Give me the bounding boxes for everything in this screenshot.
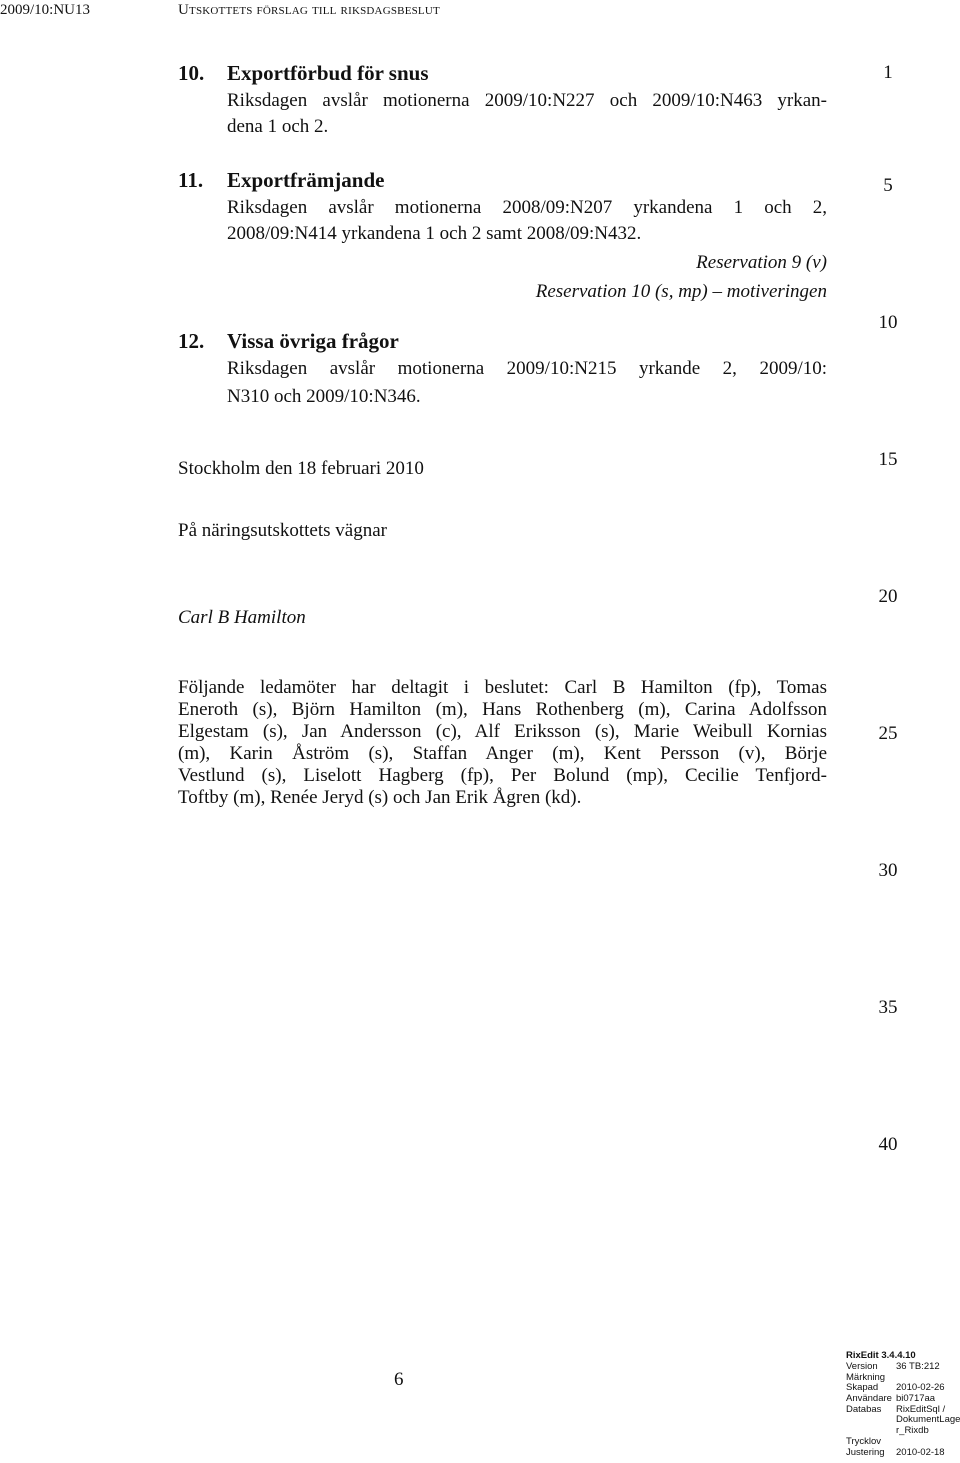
rixedit-metadata (846, 1351, 958, 1458)
metadata-row: r_Rixdb (896, 1425, 929, 1437)
participants-paragraph (178, 677, 827, 809)
metadata-row: Justering 2010-02-18 (846, 1446, 945, 1458)
line-number: 5 (883, 175, 893, 196)
section-11-text-line-1: Riksdagen avslår motionerna 2008/09:N207 yrkandena 1 och 2, (227, 197, 827, 218)
section-12-text-line-2: N310 och 2009/10:N346. (227, 386, 421, 407)
participants-line: Vestlund (s), Liselott Hagberg (fp), Per Bolund (mp), Cecilie Tenfjord- (178, 765, 827, 786)
line-number: 20 (878, 586, 898, 607)
section-11-number: 11. (178, 168, 204, 192)
line-number: 30 (878, 860, 898, 881)
participants-line: Eneroth (s), Björn Hamilton (m), Hans Rothenberg (m), Carina Adolfsson (178, 699, 827, 720)
metadata-row: Version 36 TB:212 (846, 1361, 940, 1372)
reservation-9: Reservation 9 (v) (696, 252, 827, 273)
section-10-text-line-2: dena 1 och 2. (227, 116, 329, 137)
section-11-text-line-2: 2008/09:N414 yrkandena 1 och 2 samt 2008/09:N432. (227, 223, 642, 244)
section-10-number: 10. (178, 61, 205, 85)
metadata-row: Skapad 2010-02-26 (846, 1382, 945, 1394)
on-behalf-of: På näringsutskottets vägnar (178, 520, 387, 541)
section-10-text-line-1: Riksdagen avslår motionerna 2009/10:N227 och 2009/10:N463 yrkan- (227, 90, 827, 111)
place-date: Stockholm den 18 februari 2010 (178, 458, 424, 479)
signatory-name: Carl B Hamilton (178, 607, 306, 628)
metadata-row: Användare bi0717aa (846, 1393, 936, 1405)
line-number: 15 (878, 449, 898, 470)
metadata-row: Märkning (846, 1371, 886, 1383)
metadata-row: Trycklov (846, 1435, 882, 1447)
participants-line: Toftby (m), Renée Jeryd (s) och Jan Erik Ågren (kd). (178, 787, 582, 808)
metadata-row: Databas RixEditSql / (846, 1403, 946, 1415)
page-number: 6 (394, 1369, 404, 1390)
section-12-title: Vissa övriga frågor (227, 329, 399, 353)
rixedit-version-title: RixEdit 3.4.4.10 (846, 1350, 916, 1361)
metadata-row: DokumentLage (896, 1414, 960, 1426)
header-doc-id: 2009/10:NU13 (0, 2, 90, 18)
section-12-number: 12. (178, 329, 205, 353)
participants-line: Elgestam (s), Jan Andersson (c), Alf Eriksson (s), Marie Weibull Kornias (178, 721, 827, 742)
line-number: 35 (878, 997, 898, 1018)
reservation-10: Reservation 10 (s, mp) – motiveringen (535, 281, 827, 302)
line-number: 25 (878, 723, 898, 744)
line-number: 10 (878, 312, 898, 333)
header-title: Utskottets förslag till riksdagsbeslut (178, 2, 440, 18)
line-number: 1 (883, 62, 893, 83)
section-12-text-line-1: Riksdagen avslår motionerna 2009/10:N215 yrkande 2, 2009/10: (227, 358, 827, 379)
section-10-title: Exportförbud för snus (227, 61, 429, 85)
participants-line: Följande ledamöter har deltagit i beslutet: Carl B Hamilton (fp), Tomas (178, 677, 827, 698)
section-11-title: Exportfrämjande (227, 168, 385, 192)
participants-line: (m), Karin Åström (s), Staffan Anger (m), Kent Persson (v), Börje (178, 743, 827, 764)
line-number: 40 (878, 1134, 898, 1155)
